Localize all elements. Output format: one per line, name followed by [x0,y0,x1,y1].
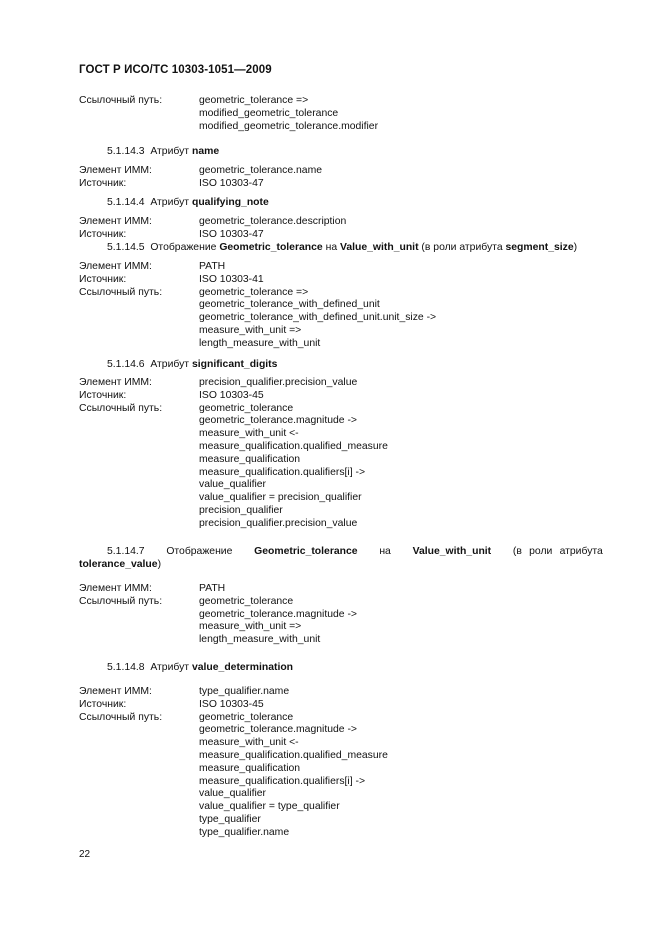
path-line: geometric_tolerance_with_defined_unit [199,299,380,311]
path-line: length_measure_with_unit [199,634,321,646]
path-line: modified_geometric_tolerance.modifier [199,120,379,132]
path-line: geometric_tolerance => [199,95,309,106]
source-label: Источник: [79,273,127,285]
source-label: Источник: [79,228,127,240]
source-value: ISO 10303-45 [199,389,264,401]
source-label: Источник: [79,698,127,710]
source-label: Источник: [79,389,127,401]
path-line: measure_qualification [199,762,301,774]
path-line: precision_qualifier.precision_value [199,517,358,529]
path-line: measure_with_unit <- [199,428,299,440]
page-header: ГОСТ Р ИСО/ТС 10303-1051—2009 [79,64,272,76]
path-line: value_qualifier [199,788,267,800]
path-line: measure_qualification.qualified_measure [199,440,388,452]
path-label: Ссылочный путь: [79,711,163,723]
path-line: measure_qualification [199,453,301,465]
path-line: measure_qualification.qualified_measure [199,749,388,761]
element-label: Элемент ИММ: [79,583,152,594]
path-line: measure_with_unit <- [199,737,299,749]
path-line: geometric_tolerance [199,711,294,723]
element-label: Элемент ИММ: [79,261,152,272]
element-value: type_qualifier.name [199,686,290,697]
source-value: ISO 10303-45 [199,698,264,710]
element-label: Элемент ИММ: [79,216,152,227]
path-line: type_qualifier [199,813,261,825]
section-5-1-14-8 [79,686,619,840]
path-line: geometric_tolerance_with_defined_unit.unit_size -> [199,312,437,324]
path-line: geometric_tolerance.magnitude -> [199,415,357,427]
path-line: geometric_tolerance.magnitude -> [199,608,357,620]
section-5-1-14-4 [79,216,619,242]
source-label: Источник: [79,177,127,189]
element-label: Элемент ИММ: [79,377,152,388]
path-line: value_qualifier = precision_qualifier [199,492,362,504]
element-value: geometric_tolerance.description [199,216,347,227]
element-label: Элемент ИММ: [79,165,152,176]
source-value: ISO 10303-47 [199,228,264,240]
path-line: measure_qualification.qualifiers[i] -> [199,775,366,787]
element-value: geometric_tolerance.name [199,165,323,176]
path-label: Ссылочный путь: [79,595,163,607]
element-label: Элемент ИММ: [79,686,152,697]
section-heading-5-1-14-4: 5.1.14.4 Атрибут qualifying_note [107,197,269,208]
element-value: precision_qualifier.precision_value [199,377,358,388]
element-value: PATH [199,583,226,594]
section-heading-5-1-14-5: 5.1.14.5 Отображение Geometric_tolerance на Value_with_unit (в роли атрибута segment_size) [107,242,578,253]
source-value: ISO 10303-41 [199,273,264,285]
section-5-1-14-3 [79,165,619,191]
section-heading-5-1-14-7: 5.1.14.7 Отображение Geometric_tolerance на Value_with_unit (в роли атрибута tolerance_value) [79,546,603,570]
path-line: measure_qualification.qualifiers[i] -> [199,466,366,478]
path-line: geometric_tolerance [199,402,294,414]
intro-path-block [79,95,619,133]
section-heading-5-1-14-3: 5.1.14.3 Атрибут name [107,146,220,157]
path-line: modified_geometric_tolerance [199,107,339,119]
path-row [79,95,619,108]
path-line: value_qualifier [199,479,267,491]
path-label: Ссылочный путь: [79,95,163,106]
path-line: precision_qualifier [199,504,283,516]
path-line: value_qualifier = type_qualifier [199,801,340,813]
path-line: length_measure_with_unit [199,337,321,349]
path-line: geometric_tolerance.magnitude -> [199,724,357,736]
section-5-1-14-5 [79,261,619,351]
path-line: type_qualifier.name [199,826,290,838]
path-line: measure_with_unit => [199,621,302,633]
page-number: 22 [79,849,91,860]
section-5-1-14-6 [79,377,619,531]
source-value: ISO 10303-47 [199,177,264,189]
section-heading-5-1-14-8: 5.1.14.8 Атрибут value_determination [107,662,294,673]
path-line: geometric_tolerance => [199,286,309,298]
path-label: Ссылочный путь: [79,286,163,298]
section-heading-5-1-14-6: 5.1.14.6 Атрибут significant_digits [107,359,278,370]
path-line: measure_with_unit => [199,324,302,336]
path-line: geometric_tolerance [199,595,294,607]
path-label: Ссылочный путь: [79,402,163,414]
section-5-1-14-7 [79,583,619,647]
element-value: PATH [199,261,226,272]
